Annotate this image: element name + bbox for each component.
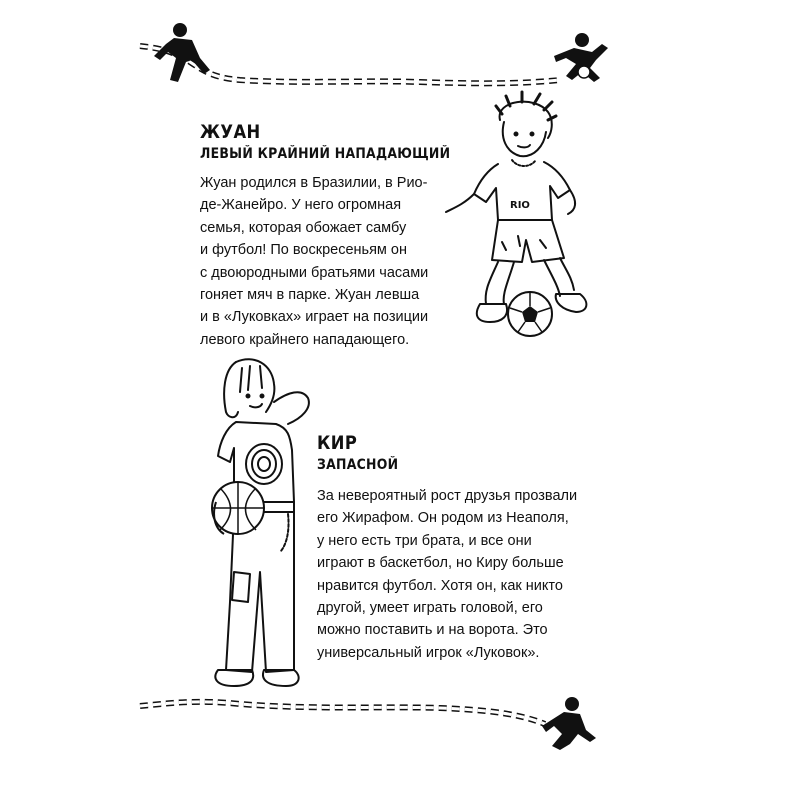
bio-kir bbox=[317, 485, 577, 664]
sliding-silhouette-icon bbox=[542, 697, 596, 750]
bio-line: можно поставить и на ворота. Это bbox=[317, 622, 548, 639]
running-silhouette-icon bbox=[154, 23, 210, 82]
top-footprint-path bbox=[0, 0, 800, 120]
bio-line: играют в баскетбол, но Киру больше bbox=[317, 555, 564, 572]
bio-line: За невероятный рост друзья прозвали bbox=[317, 488, 578, 504]
bio-line: универсальный игрок «Луковок». bbox=[317, 644, 540, 661]
bio-line: и в «Луковках» играет на позиции bbox=[200, 309, 429, 326]
bio-line: левого крайнего нападающего. bbox=[200, 331, 410, 348]
bottom-footprint-path bbox=[0, 680, 800, 790]
shirt-text: RIO bbox=[510, 200, 530, 211]
bio-line: нравится футбол. Хотя он, как никто bbox=[317, 577, 563, 594]
bio-line: его Жирафом. Он родом из Неаполя, bbox=[317, 510, 569, 527]
player-name-juan: ЖУАН bbox=[200, 121, 261, 143]
player-position-juan: ЛЕВЫЙ КРАЙНИЙ НАПАДАЮЩИЙ bbox=[200, 146, 451, 162]
juan-illustration bbox=[440, 90, 620, 350]
bio-line: другой, умеет играть головой, его bbox=[317, 600, 543, 617]
bio-line: семья, которая обожает самбу bbox=[200, 219, 407, 236]
bio-line: Жуан родился в Бразилии, в Рио- bbox=[200, 175, 428, 191]
bio-line: гоняет мяч в парке. Жуан левша bbox=[200, 287, 420, 304]
kicking-silhouette-icon bbox=[554, 33, 608, 82]
bio-line: де-Жанейро. У него огромная bbox=[200, 197, 402, 214]
kir-illustration bbox=[190, 352, 330, 692]
bio-line: с двоюродными братьями часами bbox=[200, 264, 429, 281]
soccer-ball-icon bbox=[508, 292, 552, 336]
player-position-kir: ЗАПАСНОЙ bbox=[317, 457, 399, 473]
bio-juan bbox=[200, 172, 428, 351]
bio-line: у него есть три брата, и все они bbox=[317, 532, 532, 549]
basketball-icon bbox=[212, 482, 264, 534]
player-name-kir: КИР bbox=[317, 432, 358, 454]
bio-line: и футбол! По воскресеньям он bbox=[200, 242, 407, 259]
